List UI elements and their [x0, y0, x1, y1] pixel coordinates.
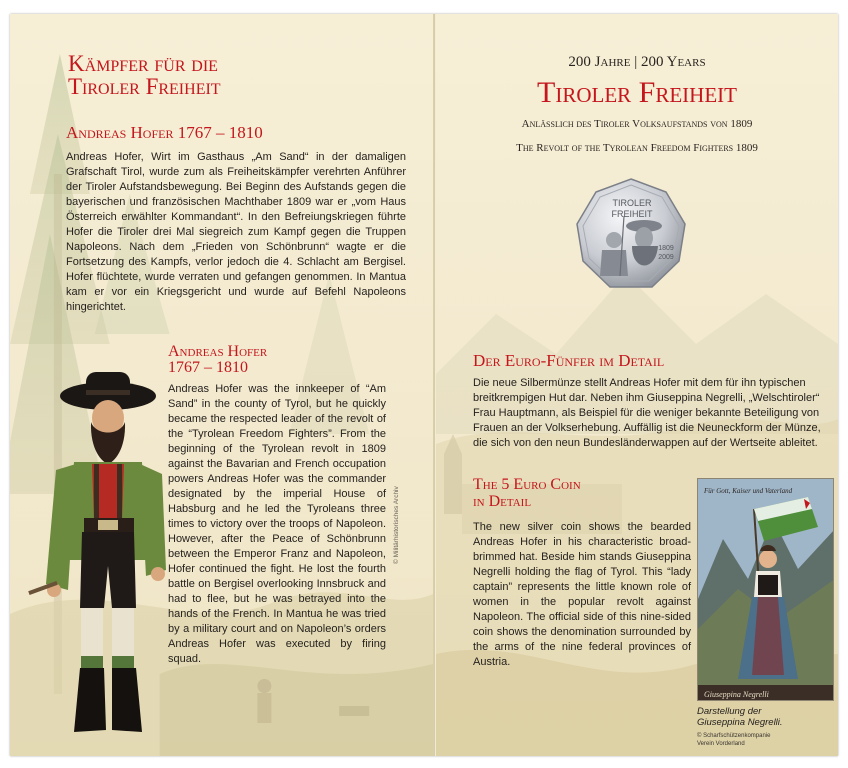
negrelli-illustration: [698, 479, 834, 701]
subtitle-de: Anlässlich des Tiroler Volksaufstands von 1809: [521, 118, 753, 130]
coin-folder: [10, 14, 838, 756]
de-text-coin: Die neue Silbermünze stellt Andreas Hofer mit dem für ihn typischen breitkrempigen Hut dar. Neben ihm Giuseppina Negrelli, „Welschtiroler“ Frau Hauptmann, als Beispiel für die weniger bekannte Beteiligung von Frauen an der Volkserhebung. Auffällig ist die Neuneckform der Münze, die sich von den neun Bundesländerwappen auf der Wertseite ableitet.: [473, 377, 821, 449]
negrelli-caption-line2: Giuseppina Negrelli.: [697, 717, 783, 728]
negrelli-image-top-text: Für Gott, Kaiser und Vaterland: [704, 487, 793, 495]
negrelli-caption: [697, 706, 783, 728]
coin-inscription-line2: FREIHEIT: [611, 209, 653, 219]
main-title-line1: Kämpfer für die: [68, 51, 218, 76]
negrelli-credit: [697, 732, 770, 748]
left-panel: [10, 14, 434, 756]
andreas-hofer-portrait: [28, 370, 188, 740]
de-text-hofer: Andreas Hofer, Wirt im Gasthaus „Am Sand“ in der damaligen Grafschaft Tirol, wurde zum als Freiheitskämpfer verehrten Anführer der Tiroler Aufstandsbewegung. Bei Beginn des Aufstands gegen die bayerischen und französischen Machthaber 1809 war er „vom Haus Österreich erwählter Kommandant“. In den Befreiungskriegen führte Hofer die Tiroler drei Mal siegreich zum Kampf gegen die Truppen Napoleons. Nach dem „Frieden von Schönbrunn“ wagte er die Fortsetzung des Kampfs, verlor jedoch die 4. Schlacht am Bergisel. Hofer flüchtete, wurde verraten und gefangen genommen. In Mantua kam er vor ein Kriegsgericht und wurde auf Befehl Napoleons hingerichtet.: [66, 151, 406, 313]
de-heading-hofer: Andreas Hofer 1767 – 1810: [66, 123, 263, 142]
right-main-title: Tiroler Freiheit: [537, 76, 737, 109]
en-heading-line1: Andreas Hofer: [168, 343, 268, 360]
negrelli-image: [697, 478, 834, 701]
subtitle-en: The Revolt of the Tyrolean Freedom Fighters 1809: [516, 142, 758, 154]
en-heading-coin: [473, 476, 581, 510]
coin-year-bottom: 2009: [658, 254, 674, 261]
negrelli-credit-line1: © Scharfschützenkompanie: [697, 733, 771, 739]
main-title-line2: Tiroler Freiheit: [68, 74, 221, 99]
main-title: [68, 52, 221, 98]
years-label: 200 Jahre | 200 Years: [568, 54, 706, 70]
en-heading-coin-line2: in Detail: [473, 493, 532, 510]
coin-inscription-line1: TIROLER: [612, 198, 652, 208]
en-heading-line2: 1767 – 1810: [168, 359, 248, 376]
negrelli-caption-line1: Darstellung der: [697, 706, 762, 717]
negrelli-image-bottom-text: Giuseppina Negrelli: [704, 690, 769, 699]
negrelli-credit-line2: Verein Vorderland: [697, 741, 745, 747]
en-heading-coin-line1: The 5 Euro Coin: [473, 476, 581, 493]
photo-credit: © Militärhistorisches Archiv: [393, 486, 400, 564]
five-euro-coin: [572, 176, 690, 294]
en-text-coin: The new silver coin shows the bearded Andreas Hofer in his characteristic broad-brimmed hat. Beside him stands Giuseppina Negrelli holding the flag of Tyrol. This “lady captain” represents the little known role of women in the popular revolt against Napoleon. The official side of this nine-sided coin shows the denomination surrounded by the arms of the nine federal provinces of Austria.: [473, 521, 691, 668]
en-text-hofer: Andreas Hofer was the innkeeper of “Am Sand” in the county of Tyrol, but he quickly became the respected leader of the revolt of the “Tyrolean Freedom Fighters”. From the beginning of the Tyrolean revolt in 1809 against the Bavarian and French occupation powers Andreas Hofer was the commander designated by the imperial House of Habsburg and he led the Tyroleans three times to victory over the troops of Napoleon. However, after the Peace of Schönbrunn between the Emperor Franz and Napoleon, Hofer continued the fight. He lost the fourth battle on Bergisel overlooking Innsbruck and had to flee, but he was betrayed into the hands of the French. In Mantua he was tried by a military court and on Napoleon’s orders Andreas Hofer was executed by firing squad.: [168, 383, 386, 665]
coin-year-top: 1809: [658, 245, 674, 252]
de-heading-coin: Der Euro-Fünfer im Detail: [473, 351, 665, 370]
